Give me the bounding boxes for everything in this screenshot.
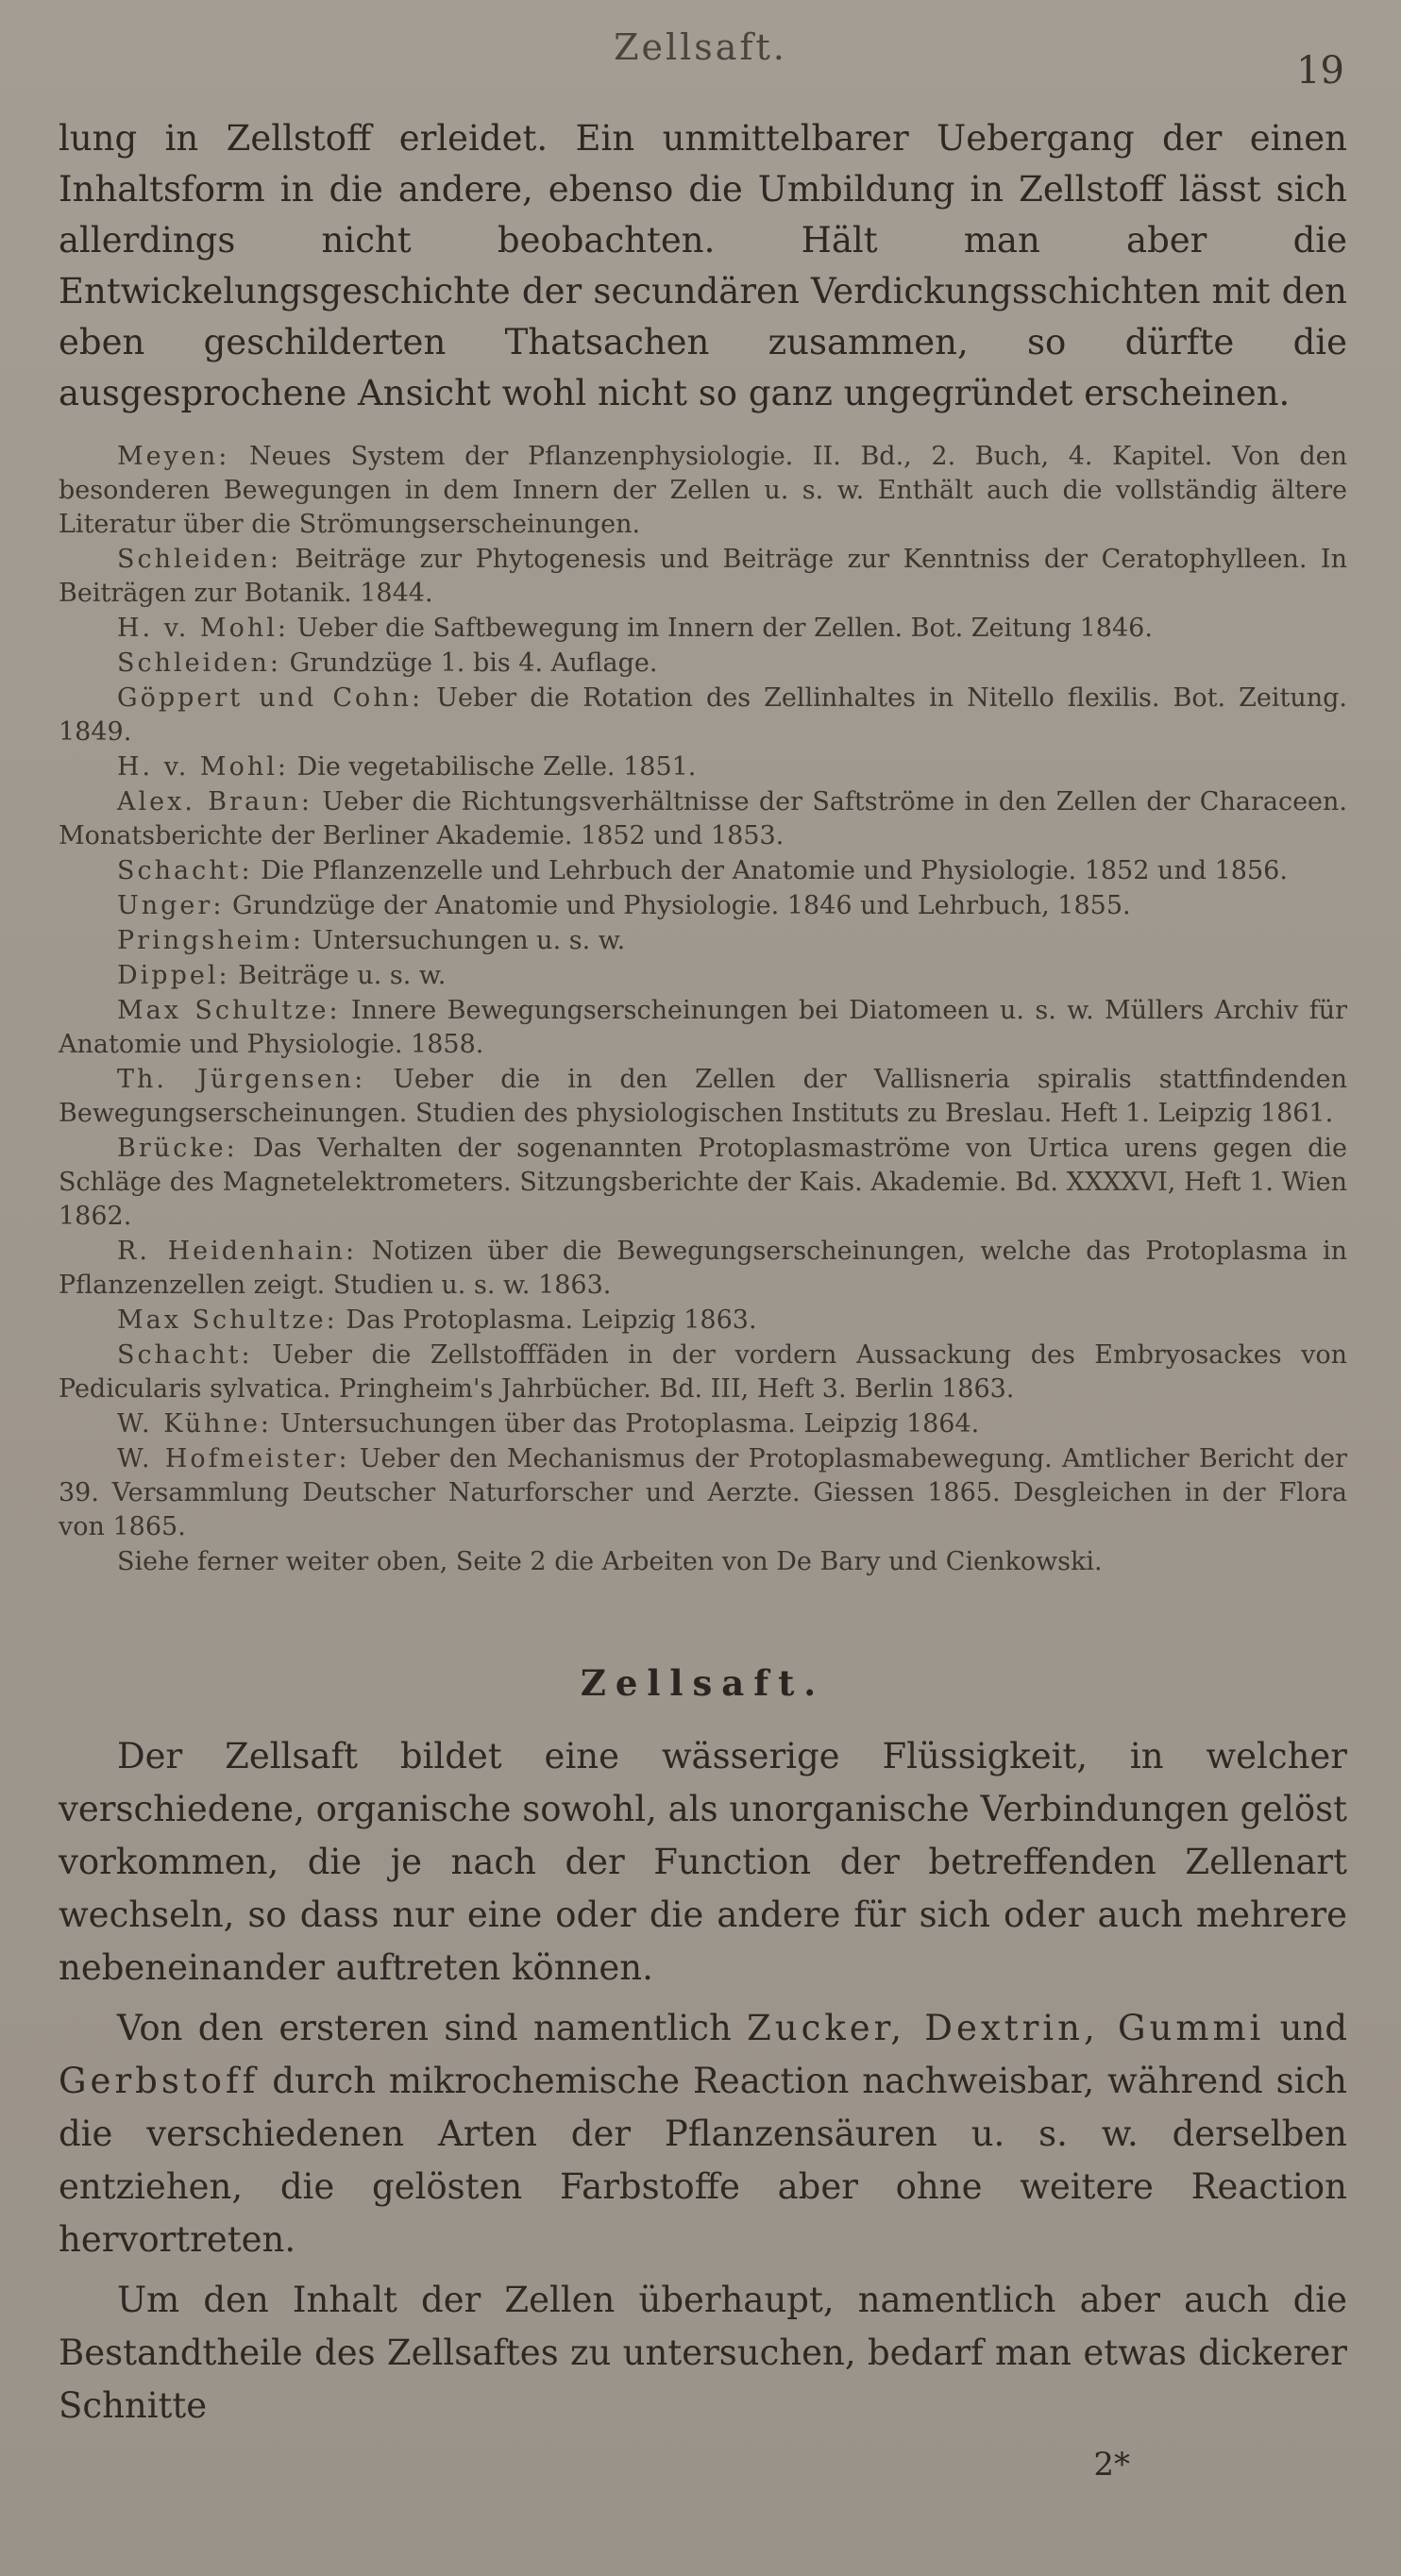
reference-text: Grundzüge 1. bis 4. Auflage. [281,648,658,678]
reference-text: Grundzüge der Anatomie und Physiologie. 1846 und Lehrbuch, 1855. [224,891,1131,920]
emphasized-terms: Zucker, Dextrin, Gummi [747,2008,1265,2048]
reference-item [59,994,1347,1062]
reference-item [59,1545,1347,1579]
page-number: 19 [1296,49,1344,93]
paragraph-text: durch mikrochemische Reaction nachweisbar, während sich die verschiedenen Arten der Pflanzensäuren u. s. w. derselben entziehen, die gelösten Farbstoffe aber ohne weitere Reaction hervortreten. [59,2061,1347,2260]
section-paragraph-2 [59,2002,1347,2266]
reference-text: Das Protoplasma. Leipzig 1863. [337,1305,757,1335]
reference-item [59,1407,1347,1441]
reference-text: Untersuchungen über das Protoplasma. Leipzig 1864. [272,1409,980,1439]
reference-item [59,750,1347,784]
reference-author: Unger: [117,891,225,920]
intro-paragraph: lung in Zellstoff erleidet. Ein unmittelbarer Uebergang der einen Inhaltsform in die andere, ebenso die Umbildung in Zellstoff lässt sich allerdings nicht beobachten. Hält man aber die Entwickelungsgeschichte der secundären Verdickungsschichten mit den eben geschilderten Thatsachen zusammen, so dürfte die ausgesprochene Ansicht wohl nicht so ganz ungegründet erscheinen. [59,118,1347,413]
paragraph-text: Von den ersteren sind namentlich [117,2008,748,2048]
reference-author: Schacht: [117,856,253,885]
zellsaft-section [59,1662,1347,2483]
page-content [59,113,1347,2483]
paragraph-text: und [1264,2008,1348,2048]
reference-author: Pringsheim: [117,926,304,955]
running-head: Zellsaft. [614,26,787,68]
reference-text: Neues System der Pflanzenphysiologie. II. Bd., 2. Buch, 4. Kapitel. Von den besonderen Bewegungen in dem Innern der Zellen u. s. w. Enthält auch die vollständig ältere Literatur über die Strömungserscheinungen. [59,442,1347,539]
reference-text: Siehe ferner weiter oben, Seite 2 die Arbeiten von De Bary und Cienkowski. [117,1547,1103,1576]
reference-text: Die Pflanzenzelle und Lehrbuch der Anatomie und Physiologie. 1852 und 1856. [252,856,1288,885]
reference-author: W. Kühne: [117,1409,273,1439]
reference-item [59,959,1347,993]
reference-item [59,924,1347,958]
reference-author: W. Hofmeister: [117,1444,350,1473]
section-paragraph-1: Der Zellsaft bildet eine wässerige Flüssigkeit, in welcher verschiedene, organische sowohl, als unorganische Verbindungen gelöst vorkommen, die je nach der Function der betreffenden Zellenart wechseln, so dass nur eine oder die andere für sich oder auch mehrere nebeneinander auftreten können. [59,1736,1347,1988]
reference-list [59,440,1347,1579]
reference-text: Ueber die in den Zellen der Vallisneria spiralis stattfindenden Bewegungserscheinungen. Studien des physiologischen Instituts zu Breslau. Heft 1. Leipzig 1861. [59,1065,1348,1128]
reference-item [59,854,1347,888]
signature-mark: 2* [1093,2446,1130,2483]
reference-text: Beiträge u. s. w. [229,961,447,990]
reference-author: Schleiden: [117,545,282,574]
reference-text: Untersuchungen u. s. w. [303,926,626,955]
reference-author: Max Schultze: [117,1305,338,1335]
reference-text: Notizen über die Bewegungserscheinungen, welche das Protoplasma in Pflanzenzellen zeigt. Studien u. s. w. 1863. [59,1237,1347,1300]
reference-author: Meyen: [117,442,230,471]
reference-text: Die vegetabilische Zelle. 1851. [288,752,697,782]
reference-text: Ueber die Saftbewegung im Innern der Zellen. Bot. Zeitung 1846. [288,614,1153,643]
reference-item [59,1442,1347,1544]
reference-author: R. Heidenhain: [117,1237,358,1266]
reference-text: Ueber die Zellstofffäden in der vordern Aussackung des Embryosackes von Pedicularis sylvatica. Pringheim's Jahrbücher. Bd. III, Heft 3. Berlin 1863. [59,1340,1347,1404]
section-title: Zellsaft. [580,1662,826,1704]
reference-item [59,682,1347,749]
reference-text: Ueber den Mechanismus der Protoplasmabewegung. Amtlicher Bericht der 39. Versammlung Deutscher Naturforscher und Aerzte. Giessen 1865. Desgleichen in der Flora von 1865. [59,1444,1347,1541]
reference-item [59,543,1347,611]
reference-author: H. v. Mohl: [117,752,289,782]
reference-item [59,1235,1347,1303]
reference-author: Max Schultze: [117,996,341,1025]
reference-item [59,785,1347,853]
reference-text: Ueber die Rotation des Zellinhaltes in Nitello flexilis. Bot. Zeitung. 1849. [59,683,1347,747]
reference-item [59,1132,1347,1234]
reference-item [59,1339,1347,1406]
reference-author: Alex. Braun: [117,787,312,817]
reference-item [59,440,1347,542]
reference-item [59,1304,1347,1338]
reference-text: Innere Bewegungserscheinungen bei Diatomeen u. s. w. Müllers Archiv für Anatomie und Physiologie. 1858. [59,996,1347,1059]
reference-author: Dippel: [117,961,230,990]
reference-author: Brücke: [117,1134,238,1163]
reference-author: Göppert und Cohn: [117,683,424,713]
reference-author: Th. Jürgensen: [117,1065,366,1094]
reference-text: Ueber die Richtungsverhältnisse der Saftströme in den Zellen der Characeen. Monatsberichte der Berliner Akademie. 1852 und 1853. [59,787,1347,850]
section-paragraph-3: Um den Inhalt der Zellen überhaupt, namentlich aber auch die Bestandtheile des Zellsaftes zu untersuchen, bedarf man etwas dickerer Schnitte [59,2280,1347,2426]
reference-item [59,1063,1347,1131]
reference-author: Schleiden: [117,648,282,678]
emphasized-term: Gerbstoff [59,2061,260,2101]
reference-item [59,647,1347,681]
reference-text: Beiträge zur Phytogenesis und Beiträge zur Kenntniss der Ceratophylleen. In Beiträgen zur Botanik. 1844. [59,545,1347,608]
reference-text: Das Verhalten der sogenannten Protoplasmaströme von Urtica urens gegen die Schläge des Magnetelektrometers. Sitzungsberichte der Kais. Akademie. Bd. XXXXVI, Heft 1. Wien 1862. [59,1134,1347,1231]
reference-author: Schacht: [117,1340,253,1370]
reference-item [59,889,1347,923]
reference-item [59,612,1347,646]
reference-author: H. v. Mohl: [117,614,289,643]
